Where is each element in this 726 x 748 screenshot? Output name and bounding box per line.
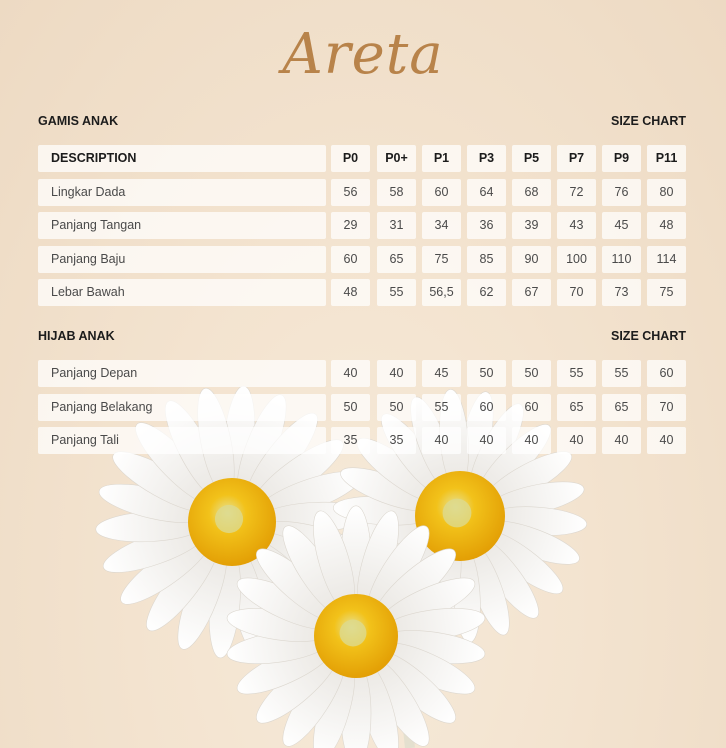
size-value: 56 [331,179,370,206]
size-value: 55 [422,394,461,421]
row-label: Panjang Depan [38,360,326,387]
row-label: Panjang Tangan [38,212,326,239]
row-label: Lingkar Dada [38,179,326,206]
gamis-section-header [38,114,686,130]
size-value: 70 [557,279,596,306]
table-row [38,279,686,306]
size-value: 56,5 [422,279,461,306]
header-description: DESCRIPTION [38,145,326,172]
brand-logo: Areta [282,22,444,87]
size-value: 35 [331,427,370,454]
header-size: P0 [331,145,370,172]
row-label: Panjang Tali [38,427,326,454]
size-value: 65 [557,394,596,421]
size-value: 70 [647,394,686,421]
size-value: 29 [331,212,370,239]
size-value: 100 [557,246,596,273]
hijab-section-header [38,329,686,345]
size-value: 60 [512,394,551,421]
header-size: P0+ [377,145,416,172]
size-value: 67 [512,279,551,306]
size-value: 40 [647,427,686,454]
size-value: 55 [602,360,641,387]
size-value: 34 [422,212,461,239]
gamis-size-chart-label: SIZE CHART [611,114,686,128]
header-size: P9 [602,145,641,172]
size-value: 65 [377,246,416,273]
size-value: 50 [512,360,551,387]
size-value: 60 [647,360,686,387]
size-value: 60 [422,179,461,206]
size-value: 68 [512,179,551,206]
size-value: 73 [602,279,641,306]
size-value: 55 [377,279,416,306]
size-value: 65 [602,394,641,421]
size-value: 75 [647,279,686,306]
size-value: 64 [467,179,506,206]
size-value: 31 [377,212,416,239]
header-size: P3 [467,145,506,172]
size-value: 39 [512,212,551,239]
size-value: 110 [602,246,641,273]
row-label: Lebar Bawah [38,279,326,306]
size-value: 50 [467,360,506,387]
size-value: 48 [331,279,370,306]
size-value: 40 [331,360,370,387]
size-value: 75 [422,246,461,273]
size-value: 50 [331,394,370,421]
size-value: 40 [377,360,416,387]
table-row [38,394,686,421]
size-value: 55 [557,360,596,387]
size-value: 40 [602,427,641,454]
table-row [38,360,686,387]
table-row [38,179,686,206]
table-row [38,212,686,239]
size-value: 40 [467,427,506,454]
size-value: 35 [377,427,416,454]
gamis-title: GAMIS ANAK [38,114,119,128]
size-value: 60 [467,394,506,421]
table-row [38,246,686,273]
size-value: 85 [467,246,506,273]
header-size: P5 [512,145,551,172]
size-value: 114 [647,246,686,273]
size-value: 43 [557,212,596,239]
size-value: 45 [602,212,641,239]
hijab-size-chart-label: SIZE CHART [611,329,686,343]
size-value: 62 [467,279,506,306]
size-value: 45 [422,360,461,387]
row-label: Panjang Belakang [38,394,326,421]
size-value: 80 [647,179,686,206]
size-value: 90 [512,246,551,273]
table-header-row [38,145,686,172]
row-label: Panjang Baju [38,246,326,273]
table-row [38,427,686,454]
size-value: 40 [422,427,461,454]
size-value: 58 [377,179,416,206]
header-size: P7 [557,145,596,172]
size-value: 40 [557,427,596,454]
size-value: 60 [331,246,370,273]
size-value: 50 [377,394,416,421]
size-value: 72 [557,179,596,206]
size-value: 36 [467,212,506,239]
size-value: 40 [512,427,551,454]
size-value: 48 [647,212,686,239]
header-size: P11 [647,145,686,172]
size-value: 76 [602,179,641,206]
hijab-title: HIJAB ANAK [38,329,115,343]
header-size: P1 [422,145,461,172]
